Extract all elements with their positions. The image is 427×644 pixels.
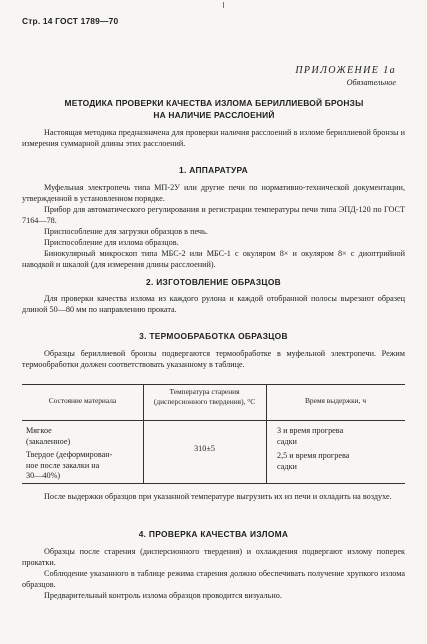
section-4-body <box>22 546 405 601</box>
table-row-1-state <box>26 426 141 447</box>
page-header: Стр. 14 ГОСТ 1789—70 <box>22 16 119 26</box>
table-header-state: Состояние материала <box>48 396 117 405</box>
section-1-paragraph-1: Муфельная электропечь типа МП-2У или другие печи по нормативно-технической документации, утвержденной в установленном порядке. <box>22 183 405 203</box>
section-4-paragraph-3: Предварительный контроль излома образцов проводится визуально. <box>44 591 282 600</box>
scan-mark <box>223 2 224 8</box>
table-row-2-state-line-1: Твердое (деформирован- <box>26 450 113 459</box>
table-header-time: Время выдержки, ч <box>304 396 367 405</box>
table-row-1-state-line-2: (закаленное) <box>26 436 71 446</box>
table-row-1-time-line-1: 3 и время прогрева <box>277 426 344 435</box>
section-3-body <box>22 348 405 370</box>
section-2-body <box>22 293 405 315</box>
section-3-title: 3. ТЕРМООБРАБОТКА ОБРАЗЦОВ <box>139 331 288 341</box>
section-1-title: 1. АППАРАТУРА <box>179 165 248 175</box>
table-header-rule <box>22 420 405 421</box>
heat-treatment-table <box>22 384 405 484</box>
table-row-2-state-line-2: ное после закалки на <box>26 460 100 470</box>
table-row-2-time-line-1: 2,5 и время прогрева <box>277 451 350 460</box>
section-1-paragraph-5: Бинокулярный микроскоп типа МБС-2 или МБС-1 с окуляром 8× и окуляром 8× с диоптрийной наводкой и шкалой (для измерения длины расслоений). <box>22 249 405 269</box>
section-2-title: 2. ИЗГОТОВЛЕНИЕ ОБРАЗЦОВ <box>146 277 281 287</box>
section-1-body <box>22 182 405 270</box>
table-divider-1 <box>143 384 144 484</box>
document-title-line-1: МЕТОДИКА ПРОВЕРКИ КАЧЕСТВА ИЗЛОМА БЕРИЛЛИЕВОЙ БРОНЗЫ <box>64 98 364 108</box>
table-row-2-state <box>26 450 141 482</box>
document-title <box>44 97 384 121</box>
section-3-paragraph-1: Образцы бериллиевой бронзы подвергаются термообработке в муфельной электропечи. Режим термообработки должен соответствовать указанному в таблице. <box>22 349 405 369</box>
section-1-paragraph-3: Приспособление для загрузки образцов в печь. <box>44 227 208 236</box>
section-1-paragraph-4: Приспособление для излома образцов. <box>44 238 179 247</box>
section-3-body-continued <box>22 491 405 502</box>
appendix-title: ПРИЛОЖЕНИЕ 1а <box>295 65 396 76</box>
table-row-2-time <box>277 451 403 472</box>
table-top-rule <box>22 384 405 385</box>
section-4-title: 4. ПРОВЕРКА КАЧЕСТВА ИЗЛОМА <box>138 529 289 539</box>
appendix-status: Обязательное <box>346 78 396 87</box>
table-row-2-state-line-3: 30—40%) <box>26 471 61 480</box>
appendix-block <box>295 64 396 89</box>
section-4-paragraph-1: Образцы после старения (дисперсионного твердения) и охлаждения подвергают излому поперек прокатки. <box>22 547 405 567</box>
table-row-2-time-line-2: садки <box>277 461 297 471</box>
section-3-paragraph-2: После выдержки образцов при указанной температуре выгрузить их из печи и охладить на воздухе. <box>44 492 392 501</box>
intro-text: Настоящая методика предназначена для проверки наличия расслоений в изломе бериллиевой бронзы и измерения суммарной длины этих расслоений. <box>22 128 405 148</box>
table-header-temperature: Температура старения (дисперсионного твердения), °С <box>153 387 256 406</box>
section-2-paragraph-1: Для проверки качества излома из каждого рулона и каждой отобранной полосы вырезают образец длиной 50—80 мм по направлению проката. <box>22 294 405 314</box>
section-4-paragraph-2: Соблюдение указанного в таблице режима старения должно обеспечивать получение хрупкого излома образцов. <box>22 569 405 589</box>
section-1-paragraph-2: Прибор для автоматического регулирования и регистрации температуры печи типа ЭПД-120 по ГОСТ 7164—78. <box>22 205 405 225</box>
table-row-1-state-line-1: Мягкое <box>26 426 52 435</box>
intro-paragraph <box>22 127 405 149</box>
table-temperature: 310±5 <box>194 444 215 453</box>
table-bottom-rule <box>22 483 405 484</box>
table-row-1-time-line-2: садки <box>277 436 297 446</box>
document-title-line-2: НА НАЛИЧИЕ РАССЛОЕНИЙ <box>153 110 275 120</box>
table-row-1-time <box>277 426 403 447</box>
